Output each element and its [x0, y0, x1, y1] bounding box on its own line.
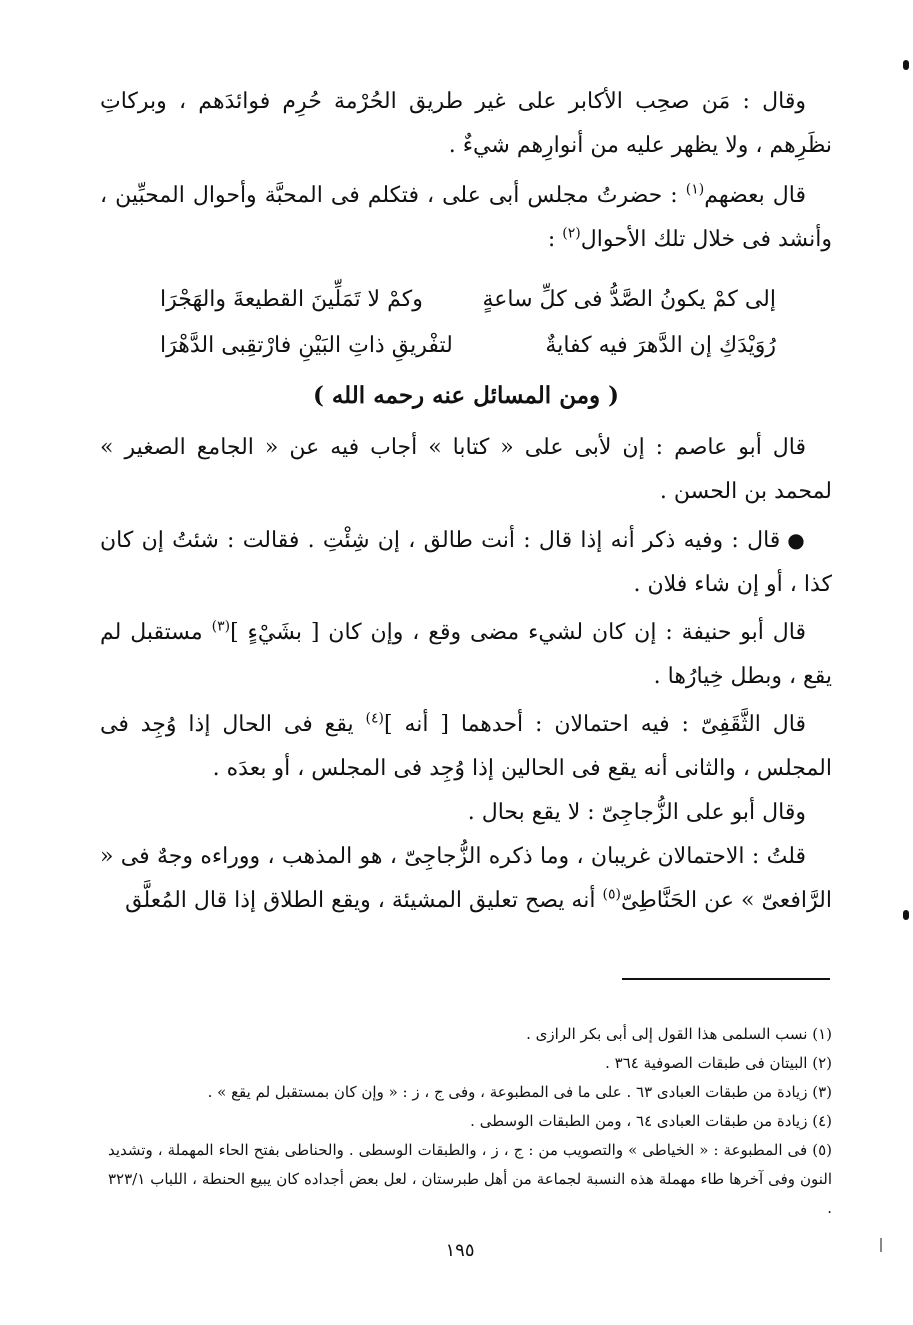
page-number: ١٩٥: [445, 1240, 475, 1261]
paragraph: وقال أبو على الزُّجاجِىّ : لا يقع بحال .: [467, 800, 806, 825]
footnote: (٤) زيادة من طبقات العبادى ٦٤ ، ومن الطبقات الوسطى .: [470, 1112, 832, 1130]
margin-mark-top: [903, 60, 909, 70]
paragraph-text: أنه يصح تعليق المشيئة ، ويقع الطلاق إذا قال المُعلَّق: [125, 888, 603, 913]
main-text-block: [100, 426, 832, 923]
footnote: (١) نسب السلمى هذا القول إلى أبى بكر الرازى .: [526, 1025, 832, 1043]
verse-second-half: وكمْ لا تَمَلِّينَ القطيعةَ والهَجْرَا: [160, 286, 423, 312]
verse-second-half: لتفْريقِ ذاتِ البَيْنِ فارْتقِبى الدَّهْرَا: [160, 332, 453, 358]
paragraph: [100, 835, 832, 923]
paragraph: [100, 703, 832, 791]
verse-first-half: رُوَيْدَكِ إن الدَّهرَ فيه كفايةٌ: [545, 332, 776, 358]
paragraph: [100, 174, 832, 262]
paragraph-text: قال أبو حنيفة : إن كان لشيء مضى وقع ، وإن كان [ بشَيْءٍ ]: [230, 620, 806, 645]
poem-verse: [160, 322, 776, 368]
paragraph-text: :: [547, 227, 563, 252]
paragraph-text: قال الثَّقَفِىّ : فيه احتمالان : أحدهما [ أنه ]: [384, 712, 807, 737]
footnote-separator: [622, 978, 830, 980]
verse-first-half: إلى كمْ يكونُ الصَّدُّ فى كلِّ ساعةٍ: [482, 286, 776, 312]
paragraph: قال أبو عاصم : إن لأبى على « كتابا » أجاب فيه عن « الجامع الصغير » لمحمد بن الحسن .: [100, 435, 832, 504]
top-text-block: [100, 80, 832, 262]
footnote-ref: (١): [685, 181, 705, 198]
section-heading: ( ومن المسائل عنه رحمه الله ): [312, 382, 620, 409]
paragraph-text: قال : وفيه ذكر أنه إذا قال : أنت طالق ، إن شِئْتِ . فقالت : شئتُ إن كان كذا ، أو إن شاء فلان .: [100, 528, 832, 597]
footnote: (٥) فى المطبوعة : « الخياطى » والتصويب من : ج ، ز ، والطبقات الوسطى . والحناطى بفتح الحاء المهملة ، وتشديد النون وفى آخرها طاء مهملة هذه النسبة لجماعة من أهل طبرستان ، لعل بعض أجداده كان يبيع الحنطة ، اللباب ٣٢٣/١ .: [108, 1141, 832, 1217]
footnote-ref: (٣): [211, 618, 231, 635]
paragraph: [100, 611, 832, 699]
paragraph-text: يقع فى الحال إذا وُجِد فى المجلس ، والثانى أنه يقع فى الحالين إذا وُجِد فى المجلس ، أو بعدَه .: [100, 712, 832, 781]
footnote-ref: (٢): [562, 225, 581, 242]
margin-mark-bottom: [880, 1238, 882, 1252]
paragraph-text: : حضرتُ مجلس أبى على ، فتكلم فى المحبَّة وأحوال المحبِّين ، وأنشد فى خلال تلك الأحوال: [100, 183, 832, 252]
paragraph-text: قال بعضهم: [704, 183, 806, 208]
bullet-icon: ●: [787, 528, 807, 552]
margin-mark-middle: [903, 910, 909, 920]
paragraph-text: قلتُ : الاحتمالان غريبان ، وما ذكره الزُّجاجِىّ ، هو المذهب ، ووراءه وجهٌ فى « الرَّافعىّ » عن الحَنَّاطِىّ: [100, 844, 832, 913]
footnote-ref: (٥): [602, 886, 621, 903]
footnote-ref: (٤): [365, 710, 384, 727]
footnote: (٢) البيتان فى طبقات الصوفية ٣٦٤ .: [605, 1054, 832, 1072]
footnote: (٣) زيادة من طبقات العبادى ٦٣ . على ما فى المطبوعة ، وفى ج ، ز : « وإن كان بمستقبل لم يقع » .: [207, 1083, 832, 1101]
footnotes: [108, 1020, 832, 1223]
paragraph: [100, 518, 832, 607]
poem: [160, 276, 776, 368]
paragraph: وقال : مَن صحِب الأكابر على غير طريق الحُرْمة حُرِم فوائدَهم ، وبركاتِ نظَرِهم ، ولا يظهر عليه من أنوارِهم شيءٌ .: [100, 89, 832, 158]
poem-verse: [160, 276, 776, 322]
paragraph-text: مستقبل لم يقع ، وبطل خِيارُها .: [100, 620, 832, 689]
